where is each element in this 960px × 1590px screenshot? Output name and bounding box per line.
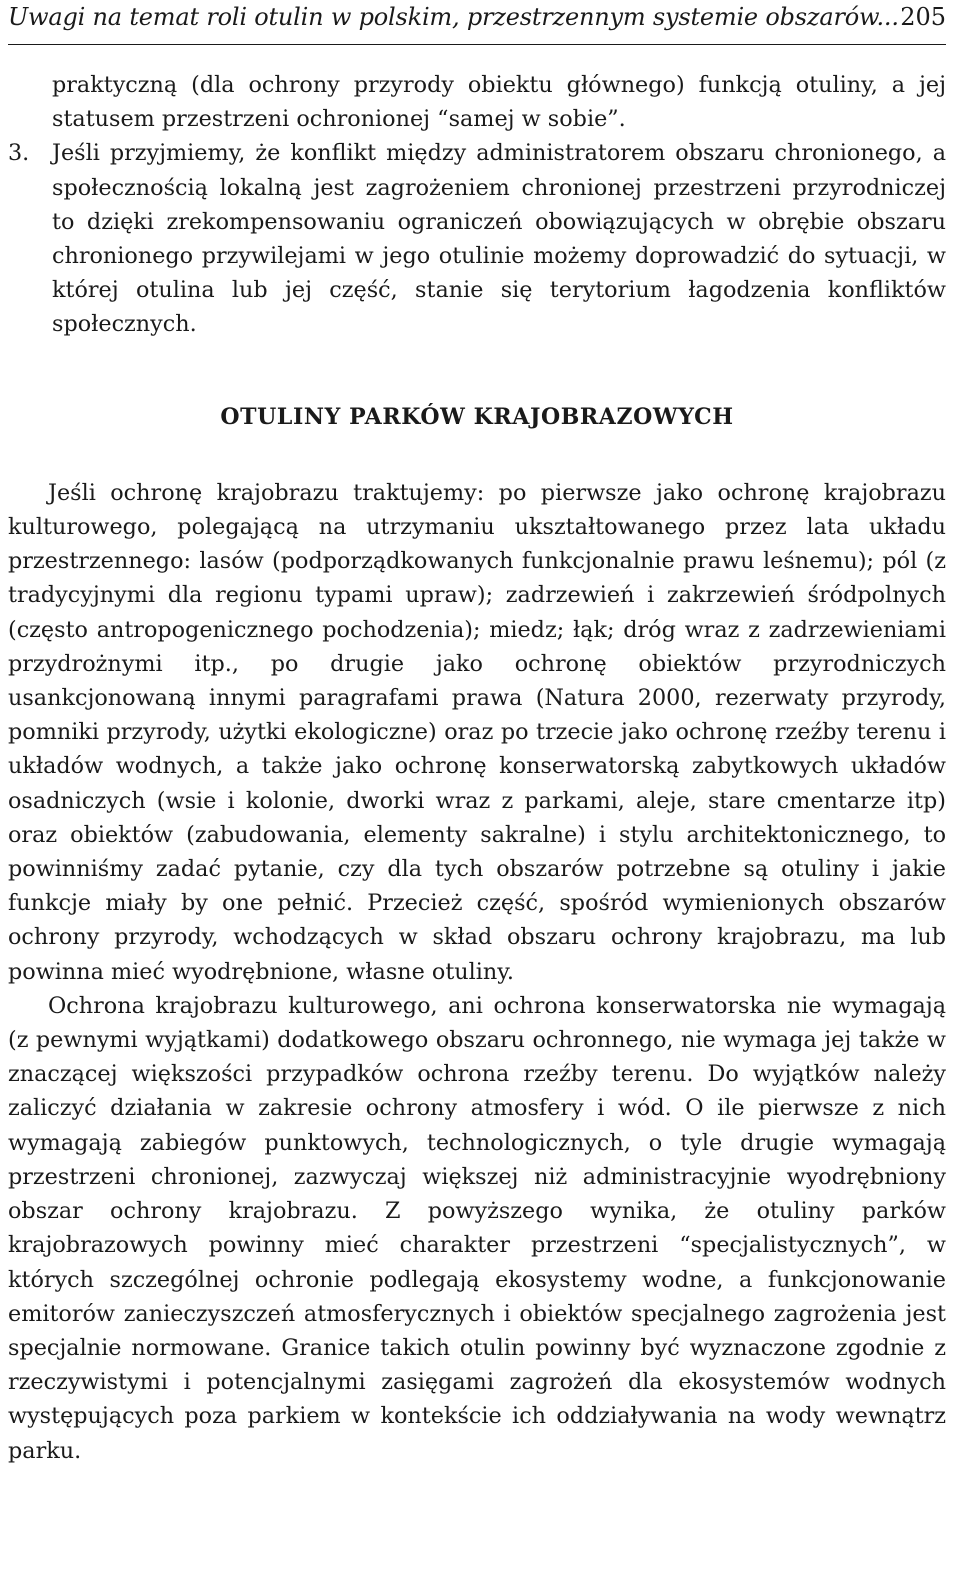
paragraph-1: Jeśli ochronę krajobrazu traktujemy: po pierwsze jako ochronę krajobrazu kulturowego, polegającą na utrzymaniu ukształtowanego przez lata układu przestrzennego: lasów (podporządkowanych funkcjonalnie prawu leśnemu); pól (z tradycyjnymi dla regionu typami upraw); zadrzewień i zakrzewień śródpolnych (często antropogenicznego pochodzenia); miedz; łąk; dróg wraz z zadrzewieniami przydrożnymi itp., po drugie jako ochronę obiektów przyrodniczych usankcjonowaną innymi paragrafami prawa (Natura 2000, rezerwaty przyrody, pomniki przyrody, użytki ekologiczne) oraz po trzecie jako ochronę rzeźby terenu i układów wodnych, a także jako ochronę konserwatorską zabytkowych układów osadniczych (wsie i kolonie, dworki wraz z parkami, aleje, stare cmentarze itp) oraz obiektów (zabudowania, elementy sakralne) i stylu architektonicznego, to powinniśmy zadać pytanie, czy dla tych obszarów potrzebne są otuliny i jakie funkcje miały by one pełnić. Przecież część, spośród wymienionych obszarów ochrony przyrody, wchodzących w skład obszaru ochrony krajobrazu, ma lub powinna mieć wyodrębnione, własne otuliny. [8,479,946,985]
running-title: Uwagi na temat roli otulin w polskim, przestrzennym systemie obszarów... [8,3,899,31]
list-marker: 3. [8,140,30,167]
running-header [8,2,946,45]
list-item-3 [8,136,946,341]
body-text [8,68,946,1468]
section-heading: OTULINY PARKÓW KRAJOBRAZOWYCH [220,403,734,430]
page-number: 205 [900,3,946,31]
list-item-text: Jeśli przyjmiemy, że konflikt między administratorem obszaru chronionego, a społecznością lokalną jest zagrożeniem chronionej przestrzeni przyrodniczej to dzięki zrekompensowaniu ograniczeń obowiązujących w obrębie obszaru chronionego przywilejami w jego otulinie możemy doprowadzić do sytuacji, w której otulina lub jej część, stanie się terytorium łagodzenia konfliktów społecznych. [52,140,946,338]
paragraph-2: Ochrona krajobrazu kulturowego, ani ochrona konserwatorska nie wymagają (z pewnymi wyjątkami) dodatkowego obszaru ochronnego, nie wymaga jej także w znaczącej większości przypadków ochrona rzeźby terenu. Do wyjątków należy zaliczyć działania w zakresie ochrony atmosfery i wód. O ile pierwsze z nich wymagają zabiegów punktowych, technologicznych, o tyle drugie wymagają przestrzeni chronionej, zazwyczaj większej niż administracyjnie wyodrębniony obszar ochrony krajobrazu. Z powyższego wynika, że otuliny parków krajobrazowych powinny mieć charakter przestrzeni “specjalistycznych”, w których szczególnej ochronie podlegają ekosystemy wodne, a funkcjonowanie emitorów zanieczyszczeń atmosferycznych i obiektów specjalnego zagrożenia jest specjalnie normowane. Granice takich otulin powinny być wyznaczone zgodnie z rzeczywistymi i potencjalnymi zasięgami zagrożeń dla ekosystemów wodnych występujących poza parkiem w kontekście ich oddziaływania na wody wewnątrz parku. [8,992,946,1464]
list-continuation: praktyczną (dla ochrony przyrody obiektu głównego) funkcją otuliny, a jej statusem przestrzeni ochronionej “samej w sobie”. [52,72,946,133]
